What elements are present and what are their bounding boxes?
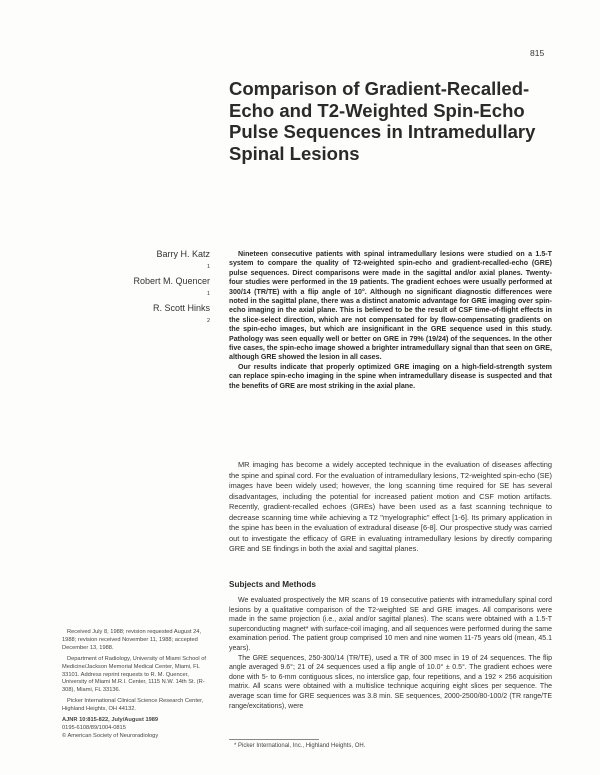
abstract-paragraph: Our results indicate that properly optimized GRE imaging on a high-field-strength system can replace spin-echo imaging in the spine when intramedullary disease is suspected and that the benefits of GRE are most striking in the axial plane.	[229, 362, 552, 390]
title-line: Pulse Sequences in Intramedullary	[229, 121, 536, 142]
journal-citation	[62, 717, 212, 741]
section-heading: Subjects and Methods	[229, 580, 316, 589]
footnote: * Picker International, Inc., Highland Heights, OH.	[234, 743, 366, 749]
introduction-paragraph: MR imaging has become a widely accepted technique in the evaluation of diseases affecting the spine and spinal cord. For the evaluation of intramedullary lesions, T2-weighted spin-echo (SE) images have been widely used; however, the long scanning time required for SE has several disadvantages, including the potential for increased patient motion and CSF motion artifacts. Recently, gradient-recalled echoes (GREs) have been used as a fast scanning technique to decrease scanning time while achieving a T2 "myelographic" effect [1-6]. Its primary application in the spine has been in the evaluation of extradural disease [6-8]. Our prospective study was carried out to investigate the efficacy of GRE in evaluating intramedullary lesions by directly comparing GRE and SE findings in both the axial and sagittal planes.	[229, 460, 552, 553]
affiliation-mark: 2	[206, 317, 210, 324]
page-number: 815	[530, 48, 545, 58]
author: Robert M. Quencer $^1$	[133, 276, 210, 297]
title-line: Echo and T2-Weighted Spin-Echo	[229, 99, 525, 121]
title-line: Comparison of Gradient-Recalled-	[229, 78, 530, 99]
footnote-divider	[229, 739, 319, 740]
received-dates: Received July 8, 1988; revision requested August 24, 1988; revision received November 11, 1988; accepted December 13, 1988.	[62, 629, 202, 651]
methods-section	[229, 596, 552, 711]
abstract-paragraph: Nineteen consecutive patients with spinal intramedullary lesions were studied on a 1.5-T system to compare the quality of T2-weighted spin-echo and gradient-recalled-echo (GRE) pulse sequences. Direct comparisons were made in the sagittal and/or axial planes. Twenty-four studies were performed in the 19 patients. The gradient echoes were usually performed at 300/14 (TR/TE) with a flip angle of 10°. Although no significant diagnostic differences were noted in the sagittal plane, there was a distinct anatomic advantage for GRE imaging over spin-echo imaging in the axial plane. This is believed to be the result of CSF time-of-flight effects in the slice-select direction, which are not compensated for by flow-compensating gradients on the spin-echo images, but which are insignificant in the GRE sequence used in this study. Pathology was seen equally well or better on GRE in 79% (19/24) of the sequences. In the other five cases, the spin-echo image showed a brighter intramedullary signal than that seen on GRE, although GRE showed the lesion in all cases.	[229, 250, 552, 362]
author: Barry H. Katz $^1$	[156, 249, 210, 270]
affiliation-mark: 1	[206, 290, 210, 297]
affiliation-note: Department of Radiology, University of Miami School of Medicine/Jackson Memorial Medical Center, Miami, FL 33101. Address reprint requests to R. M. Quencer, University of Miami M.R.I. Center, 1115 N.W. 14th St. (R-308), Miami, FL 33136.	[62, 655, 206, 694]
article-title	[229, 78, 569, 164]
methods-paragraph: We evaluated prospectively the MR scans of 19 consecutive patients with intramedullary spinal cord lesions by a qualitative comparison of the T2-weighted SE and GRE images. All comparisons were made in the same projection (i.e., axial and/or sagittal planes). The scans were obtained with a 1.5-T superconducting magnet* with surface-coil imaging, and all sequences were performed during the same examination period. The patient group comprised 10 men and nine women 11-75 years old (mean, 45.1 years).	[229, 597, 552, 652]
affiliation-note: Picker International Clinical Science Research Center, Highland Heights, OH 44132.	[62, 698, 204, 713]
methods-paragraph: The GRE sequences, 250-300/14 (TR/TE), used a TR of 300 msec in 19 of 24 sequences. The flip angle averaged 9.6°; 21 of 24 sequences used a flip angle of 10.0° ± 0.5°. The gradient echoes were done with 5- to 6-mm contiguous slices, no interslice gap, four repetitions, and a 192 × 256 acquisition matrix. All scans were obtained with a multislice technique acquiring eight slices per sequence. The average scan time for GRE sequences was 3.8 min. SE sequences, 2000-2500/80-100/2 (TR range/TE range/excitations), were	[229, 654, 552, 710]
article-notes	[62, 629, 212, 741]
affiliation-mark: 1	[206, 263, 210, 270]
copyright: © American Society of Neuroradiology	[62, 732, 159, 739]
title-line: Spinal Lesions	[229, 142, 360, 164]
journal-reference: AJNR 10:815-822, July/August 1989	[62, 717, 159, 724]
author-list	[85, 248, 210, 329]
abstract	[229, 250, 552, 391]
author: R. Scott Hinks $^2$	[152, 303, 210, 324]
issn: 0195-6108/89/1004-0815	[62, 724, 126, 731]
